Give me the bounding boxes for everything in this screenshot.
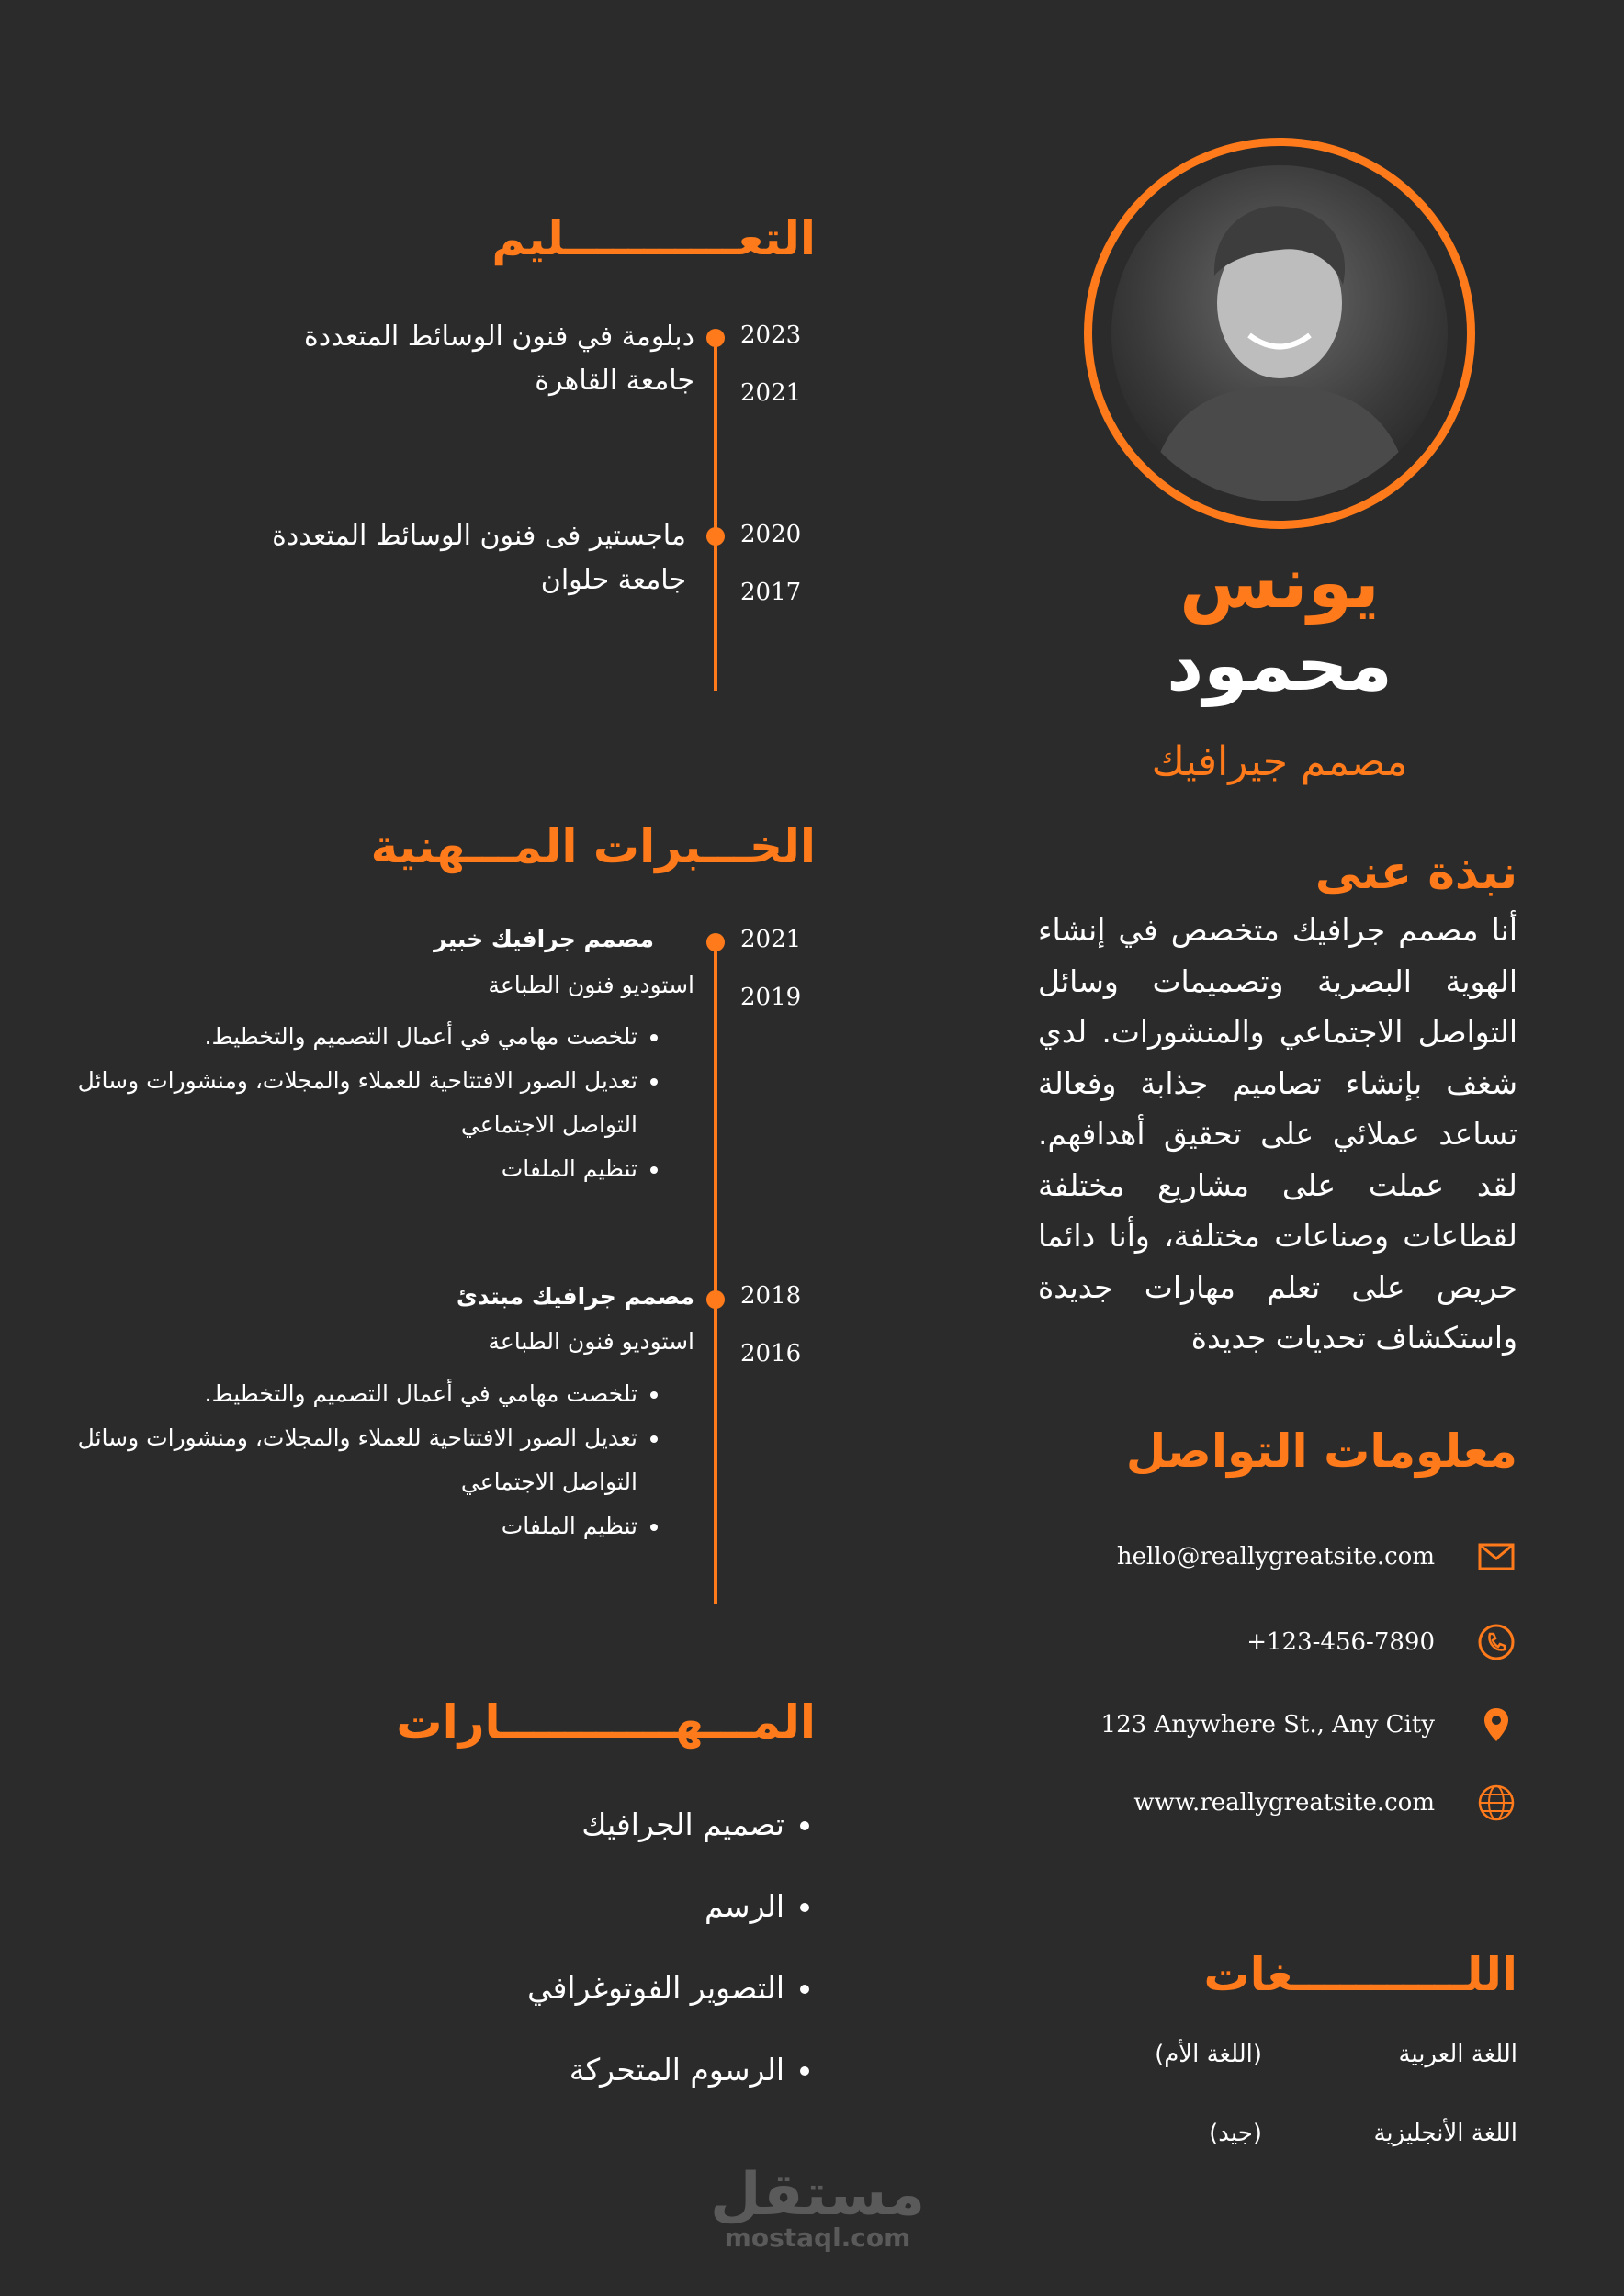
contact-phone[interactable]: +123-456-7890	[1246, 1628, 1435, 1656]
language-level: (اللغة الأم)	[1155, 2041, 1262, 2068]
contact-website-row[interactable]	[1058, 1780, 1517, 1826]
globe-icon	[1475, 1782, 1517, 1824]
skill-item: • الرسوم المتحركة	[344, 2029, 784, 2110]
education-degree: ماجستير فى فنون الوسائط المتعددة	[272, 520, 686, 552]
duty-item: • تنظيم الملفات	[50, 1147, 637, 1191]
skills-list	[344, 1784, 816, 2110]
experience-year-end: 2018	[740, 1282, 802, 1310]
experience-role: مصمم جرافيك خبير	[434, 926, 654, 952]
education-year-start: 2021	[740, 379, 802, 407]
experience-duties	[50, 1015, 665, 1191]
language-name: اللغة العربية	[1398, 2041, 1517, 2068]
profile-photo	[1111, 165, 1448, 501]
about-text: أنا مصمم جرافيك متخصص في إنشاء الهوية البصرية وتصميمات وسائل التواصل الاجتماعي والمنشورات. لدي شغف بإنشاء تصاميم جذابة وفعالة تساعد عملائي على تحقيق أهدافهم. لقد عملت على مشاريع مختلفة لقطاعات وصناعات مختلفة، وأنا دائما حريص على تعلم مهارات جديدة واستكشاف تحديات جديدة	[1038, 912, 1517, 1356]
contact-address-row	[1058, 1702, 1517, 1748]
contact-address: 123 Anywhere St., Any City	[1100, 1711, 1435, 1739]
experience-year-start: 2019	[740, 984, 802, 1011]
timeline-dot	[706, 1290, 725, 1309]
skill-item: • الرسم	[344, 1865, 784, 1947]
experience-year-end: 2021	[740, 926, 802, 953]
experience-company: استوديو فنون الطباعة	[488, 972, 694, 998]
timeline-dot	[706, 933, 725, 951]
education-heading: التعـــــــــــليم	[491, 212, 816, 265]
first-name: يونس	[1179, 542, 1380, 625]
experience-heading: الخـــبرات المـــهنية	[370, 820, 816, 873]
education-school: جامعة القاهرة	[535, 365, 694, 397]
contact-heading: معلومات التواصل	[1125, 1424, 1517, 1478]
phone-icon	[1475, 1621, 1517, 1663]
duty-item: • تنظيم الملفات	[50, 1504, 637, 1548]
skill-item: • تصميم الجرافيك	[344, 1784, 784, 1865]
last-name: محمود	[1167, 625, 1393, 707]
job-title: مصمم جيرافيك	[1151, 738, 1408, 785]
contact-website[interactable]: www.reallygreatsite.com	[1133, 1789, 1435, 1817]
experience-company: استوديو فنون الطباعة	[488, 1328, 694, 1355]
education-year-end: 2023	[740, 321, 802, 349]
experience-duties	[50, 1372, 665, 1548]
watermark-logo: مستقل	[709, 2161, 926, 2229]
timeline-dot	[706, 329, 725, 347]
duty-item: • تلخصت مهامي في أعمال التصميم والتخطيط.	[50, 1372, 637, 1416]
duty-item: • تعديل الصور الافتتاحية للعملاء والمجلات، ومنشورات وسائل التواصل الاجتماعي	[50, 1416, 637, 1504]
education-school: جامعة حلوان	[540, 564, 686, 596]
education-year-start: 2017	[740, 579, 802, 606]
person-silhouette-icon	[1111, 165, 1448, 501]
location-pin-icon	[1475, 1704, 1517, 1746]
duty-item: • تعديل الصور الافتتاحية للعملاء والمجلات، ومنشورات وسائل التواصل الاجتماعي	[50, 1059, 637, 1147]
skill-item: • التصوير الفوتوغرافي	[344, 1947, 784, 2029]
contact-phone-row[interactable]	[1058, 1619, 1517, 1665]
education-degree: دبلومة في فنون الوسائط المتعددة	[304, 321, 694, 353]
education-timeline	[714, 338, 717, 691]
experience-year-start: 2016	[740, 1340, 802, 1367]
contact-email[interactable]: hello@reallygreatsite.com	[1116, 1543, 1435, 1570]
language-level: (جيد)	[1209, 2120, 1262, 2147]
contact-email-row[interactable]	[1058, 1534, 1517, 1580]
skills-heading: المـــهـــــــــــارات	[396, 1695, 816, 1749]
watermark-url: mostaql.com	[724, 2223, 911, 2253]
education-year-end: 2020	[740, 521, 802, 548]
mail-icon	[1475, 1536, 1517, 1578]
experience-role: مصمم جرافيك مبتدئ	[456, 1283, 694, 1310]
experience-timeline	[714, 942, 717, 1604]
languages-heading: اللـــــــــــغات	[1203, 1948, 1517, 2001]
duty-item: • تلخصت مهامي في أعمال التصميم والتخطيط.	[50, 1015, 637, 1059]
timeline-dot	[706, 527, 725, 546]
about-heading: نبذة عنى	[1314, 846, 1517, 899]
language-name: اللغة الأنجليزية	[1373, 2120, 1517, 2147]
